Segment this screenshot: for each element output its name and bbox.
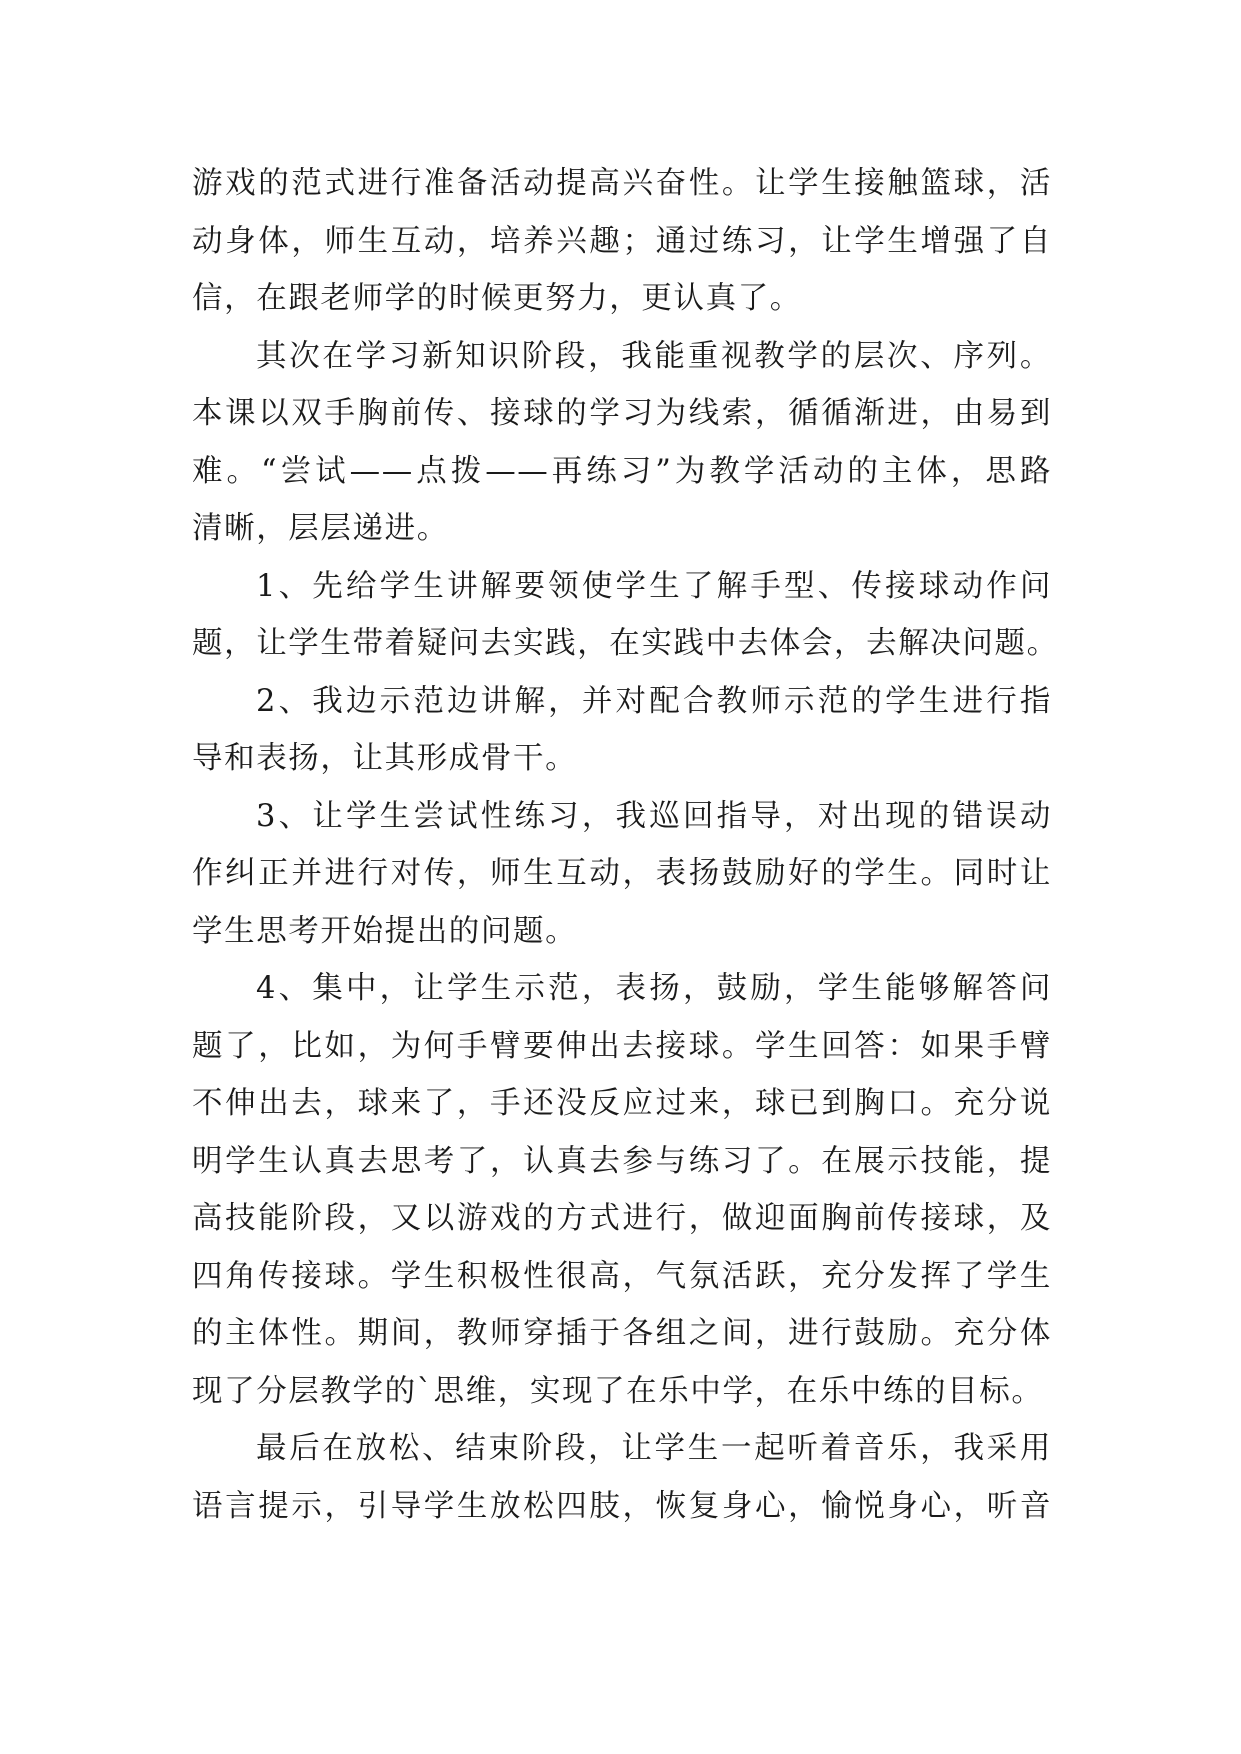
text-line: 导和表扬，让其形成骨干。 <box>192 741 578 776</box>
text-line: 1、先给学生讲解要领使学生了解手型、传接球动作问 <box>256 568 1052 604</box>
text-line: 题了，比如，为何手臂要伸出去接球。学生回答：如果手臂 <box>192 1028 1052 1064</box>
text-line: 题，让学生带着疑问去实践，在实践中去体会，去解决问题。 <box>192 626 1059 661</box>
text-line: 不伸出去，球来了，手还没反应过来，球已到胸口。充分说 <box>192 1086 1052 1121</box>
text-line: 四角传接球。学生积极性很高，气氛活跃，充分发挥了学生 <box>192 1258 1052 1294</box>
paragraph-1 <box>192 155 1052 328</box>
paragraph-3 <box>192 558 1059 673</box>
text-line: 最后在放松、结束阶段，让学生一起听着音乐，我采用 <box>256 1431 1052 1466</box>
text-line: 学生思考开始提出的问题。 <box>192 913 578 949</box>
text-line: 4、集中，让学生示范，表扬，鼓励，学生能够解答问 <box>256 971 1052 1006</box>
text-line: 高技能阶段，又以游戏的方式进行，做迎面胸前传接球，及 <box>192 1201 1052 1236</box>
text-line: 语言提示，引导学生放松四肢，恢复身心，愉悦身心，听音 <box>192 1488 1052 1524</box>
text-line: 的主体性。期间，教师穿插于各组之间，进行鼓励。充分体 <box>192 1316 1052 1351</box>
paragraph-2 <box>192 328 1052 558</box>
text-line: 游戏的范式进行准备活动提高兴奋性。让学生接触篮球，活 <box>192 166 1052 201</box>
text-line: 难。“尝试——点拨——再练习”为教学活动的主体，思路 <box>192 453 1052 489</box>
text-line: 明学生认真去思考了，认真去参与练习了。在展示技能，提 <box>192 1143 1052 1179</box>
paragraph-7 <box>192 1420 1052 1535</box>
text-line: 2、我边示范边讲解，并对配合教师示范的学生进行指 <box>256 683 1052 719</box>
paragraph-5 <box>192 788 1052 961</box>
text-line: 动身体，师生互动，培养兴趣；通过练习，让学生增强了自 <box>192 223 1052 259</box>
paragraph-4 <box>192 673 1052 788</box>
text-line: 本课以双手胸前传、接球的学习为线索，循循渐进，由易到 <box>192 396 1052 431</box>
text-line: 3、让学生尝试性练习，我巡回指导，对出现的错误动 <box>256 798 1052 834</box>
text-line: 信，在跟老师学的时候更努力，更认真了。 <box>192 281 802 316</box>
text-line: 其次在学习新知识阶段，我能重视教学的层次、序列。 <box>256 338 1052 374</box>
text-line: 清晰，层层递进。 <box>192 511 449 546</box>
paragraph-6 <box>192 960 1052 1420</box>
text-line: 作纠正并进行对传，师生互动，表扬鼓励好的学生。同时让 <box>192 856 1052 891</box>
document-body <box>192 155 1059 1535</box>
text-line: 现了分层教学的`思维，实现了在乐中学，在乐中练的目标。 <box>192 1373 1044 1409</box>
